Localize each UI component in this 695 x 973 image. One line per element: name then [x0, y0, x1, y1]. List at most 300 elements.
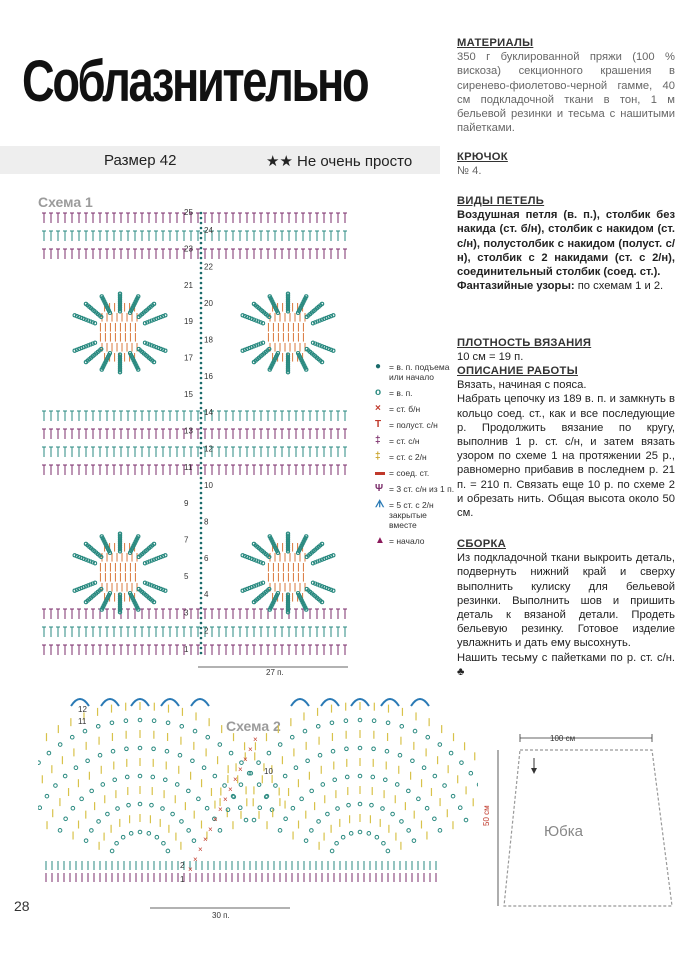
chain-dot [345, 775, 349, 779]
repeat-column-dot [200, 232, 203, 235]
legend-text: = ст. с/н [389, 436, 420, 446]
cluster-mark [381, 699, 399, 706]
chain-dot [278, 743, 282, 747]
row-number: 5 [184, 572, 189, 581]
chain-dot [306, 759, 310, 763]
repeat-column-dot [200, 307, 203, 310]
repeat-column-dot [200, 372, 203, 375]
repeat-column-dot [200, 557, 203, 560]
chain-dot [213, 774, 217, 778]
legend-text: = соед. ст. [389, 468, 430, 478]
repeat-column-dot [200, 342, 203, 345]
chain-dot [433, 817, 437, 821]
repeat-column-dot [200, 432, 203, 435]
repeat-column-dot [200, 582, 203, 585]
chain-dot [407, 789, 411, 793]
materials-heading: МАТЕРИАЛЫ [457, 37, 534, 49]
repeat-column-dot [200, 262, 203, 265]
cluster-mark [191, 699, 209, 706]
row-number: 1 [184, 644, 189, 654]
cluster-mark [101, 699, 119, 706]
sc-mark: × [218, 805, 223, 814]
chain-dot [398, 753, 402, 757]
repeat-column-dot [200, 477, 203, 480]
repeat-column-dot [200, 412, 203, 415]
chain-dot [330, 849, 334, 853]
row-number: 6 [204, 553, 209, 563]
chain-dot [45, 794, 49, 798]
repeat-column-dot [200, 437, 203, 440]
repeat-column-dot [200, 212, 203, 215]
assembly-last: Нашить тесьму с пайетками по р. ст. с/н. ♣ [457, 651, 675, 678]
legend-text: = ст. с 2/н [389, 452, 427, 462]
skirt-width-label: 100 см [550, 734, 576, 743]
chain-dot [477, 783, 478, 787]
repeat-column-dot [200, 637, 203, 640]
chain-dot [218, 743, 222, 747]
size-label: Размер 42 [104, 152, 177, 169]
chain-dot [294, 766, 298, 770]
sc-mark: × [213, 815, 218, 824]
chain-dot [64, 817, 68, 821]
legend-item [375, 484, 455, 494]
repeat-column-dot [200, 297, 203, 300]
row-number: 3 [184, 608, 189, 618]
chain-dot [386, 721, 390, 725]
chain-dot [166, 721, 170, 725]
chain-dot [290, 735, 294, 739]
row-number: 7 [184, 535, 189, 545]
scheme1-diagram [38, 205, 373, 675]
chain-dot [38, 806, 42, 810]
chain-dot [400, 724, 404, 728]
chain-dot [152, 719, 156, 723]
chain-dot [257, 783, 261, 787]
repeat-column-dot [200, 627, 203, 630]
chain-dot [407, 829, 411, 833]
hook-heading: КРЮЧОК [457, 151, 508, 163]
chain-dot [252, 818, 256, 822]
chain-dot [152, 747, 156, 751]
chain-dot [80, 797, 84, 801]
row-number: 10 [264, 767, 273, 776]
chain-dot [358, 774, 362, 778]
chain-dot [106, 812, 110, 816]
chain-dot [138, 774, 142, 778]
row-number: 10 [204, 481, 213, 490]
chain-dot [395, 783, 399, 787]
sc-mark: × [193, 855, 198, 864]
row-number: 4 [204, 590, 209, 600]
repeat-column-dot [200, 612, 203, 615]
sc-mark: × [238, 765, 243, 774]
difficulty-label: ★★ Не очень просто [266, 153, 413, 170]
row-number: 11 [184, 462, 193, 472]
chain-dot [438, 743, 442, 747]
chain-dot [63, 774, 67, 778]
repeat-column-dot [200, 647, 203, 650]
row-number: 13 [184, 426, 193, 436]
repeat-column-dot [200, 502, 203, 505]
assembly-section [457, 537, 675, 679]
chain-dot [125, 747, 129, 751]
legend-text: = 3 ст. с/н из 1 п. [389, 484, 455, 494]
page-title: Соблазнительно [22, 49, 368, 114]
row-number: 2 [180, 861, 185, 870]
sc-mark: × [208, 825, 213, 834]
chain-dot [321, 783, 325, 787]
legend-item [375, 388, 455, 398]
repeat-count: 30 п. [212, 911, 230, 920]
repeat-column-dot [200, 257, 203, 260]
row-number: 12 [204, 444, 213, 454]
direction-arrow-head [531, 768, 537, 774]
hook-section [457, 150, 675, 178]
repeat-column-dot [200, 507, 203, 510]
chain-dot [202, 766, 206, 770]
chain-dot [138, 802, 142, 806]
row-number: 18 [204, 335, 213, 345]
chain-dot [258, 806, 262, 810]
row-number: 24 [204, 226, 213, 236]
tr-icon: ‡ [375, 451, 381, 462]
repeat-column-dot [200, 532, 203, 535]
chain-dot [74, 766, 78, 770]
scheme2-diagram [38, 682, 478, 922]
repeat-column-dot [200, 427, 203, 430]
cluster-mark [411, 699, 429, 706]
repeat-column-dot [200, 547, 203, 550]
gauge-section [457, 336, 675, 364]
row-number: 8 [204, 517, 209, 527]
assembly-heading: СБОРКА [457, 538, 506, 550]
row-number: 20 [204, 299, 213, 308]
stitches-text: Воздушная петля (в. п.), столбик без накида (ст. б/н), столбик с накидом (ст. с/н), полустолбик с накидом (полуст. с/н), столбик с 2 накидами (ст. с 2/н), соединительный столбик (соед. ст.). [457, 209, 675, 279]
repeat-column-dot [200, 357, 203, 360]
chain-dot [192, 839, 196, 843]
chain-dot [257, 761, 261, 765]
chain-dot [358, 718, 362, 722]
description-p1: Вязать, начиная с пояса. [457, 379, 587, 392]
chain-dot [367, 832, 371, 836]
chain-dot [385, 749, 389, 753]
repeat-column-dot [200, 277, 203, 280]
chain-dot [125, 775, 129, 779]
chain-dot [370, 803, 374, 807]
chain-dot [171, 812, 175, 816]
chain-dot [417, 797, 421, 801]
gauge-heading: ПЛОТНОСТЬ ВЯЗАНИЯ [457, 337, 592, 349]
legend-text: = ст. б/н [389, 404, 421, 414]
chain-dot [151, 775, 155, 779]
sc-mark: × [233, 775, 238, 784]
chain-dot [336, 807, 340, 811]
chain-dot [335, 841, 339, 845]
repeat-column-dot [200, 487, 203, 490]
repeat-column-dot [200, 597, 203, 600]
chain-dot [116, 807, 120, 811]
chain-dot [162, 841, 166, 845]
legend-item [375, 536, 455, 546]
chain-dot [438, 829, 442, 833]
repeat-column-dot [200, 377, 203, 380]
skirt-schematic [490, 728, 690, 918]
cluster-mark [161, 699, 179, 706]
repeat-column-dot [200, 227, 203, 230]
chain-dot [345, 747, 349, 751]
chain-dot [175, 783, 179, 787]
chain-dot [381, 807, 385, 811]
chain-dot [464, 818, 468, 822]
chain-dot [371, 775, 375, 779]
chain-dot [124, 719, 128, 723]
sc-mark: × [203, 835, 208, 844]
chain-dot [318, 753, 322, 757]
repeat-column-dot [200, 652, 203, 655]
skirt-outline [504, 750, 672, 906]
chain-dot [115, 841, 119, 845]
repeat-column-dot [200, 222, 203, 225]
materials-text: 350 г буклированной пряжи (100 % вискоза) секционного крашения в сиренево-фиолетово-черной гамме, 40 см подкладочной ткани в тон, 1 м бельевой резинки и тесьма с нашитыми пайетками. [457, 51, 675, 135]
stitch-legend [375, 362, 455, 552]
repeat-column-dot [200, 402, 203, 405]
row-number: 16 [204, 371, 213, 381]
chain-dot [191, 759, 195, 763]
chain-dot [310, 829, 314, 833]
chain-dot [83, 729, 87, 733]
row-number: 17 [184, 353, 193, 363]
chain-dot [101, 783, 105, 787]
row-number: 25 [184, 208, 193, 217]
legend-text: = начало [389, 536, 425, 546]
legend-item [375, 468, 455, 478]
chain-dot [375, 835, 379, 839]
repeat-column-dot [200, 422, 203, 425]
repeat-column-dot [200, 602, 203, 605]
sc-mark: × [188, 865, 193, 874]
repeat-column-dot [200, 387, 203, 390]
sc-mark: × [223, 795, 228, 804]
chain-dot [460, 761, 464, 765]
row-number: 1 [180, 875, 185, 884]
repeat-column-dot [200, 282, 203, 285]
dc-icon: ‡ [375, 435, 381, 446]
chain-dot [400, 820, 404, 824]
chain-dot [239, 783, 243, 787]
chain-dot [304, 839, 308, 843]
legend-text: = 5 ст. с 2/н закрытые вместе [389, 500, 434, 530]
description-section [457, 364, 675, 520]
chain-dot [358, 802, 362, 806]
chain-dot [413, 729, 417, 733]
chain-dot [244, 818, 248, 822]
row-number: 15 [184, 390, 193, 399]
repeat-column-dot [200, 382, 203, 385]
row-number: 14 [204, 408, 213, 418]
chain-dot [47, 751, 51, 755]
chain-dot [90, 789, 94, 793]
sc-mark: × [243, 755, 248, 764]
legend-item [375, 420, 455, 430]
chain-dot [333, 778, 337, 782]
chain-dot [147, 832, 151, 836]
repeat-column-dot [200, 447, 203, 450]
chain-dot [178, 753, 182, 757]
repeat-column-dot [200, 247, 203, 250]
chain-dot [341, 835, 345, 839]
chain-dot [291, 806, 295, 810]
repeat-column-dot [200, 527, 203, 530]
chain-dot [382, 841, 386, 845]
chain-dot [110, 849, 114, 853]
chain-dot [121, 835, 125, 839]
scheme1-label: Схема 1 [38, 194, 93, 210]
chain-dot [97, 820, 101, 824]
repeat-column-dot [200, 392, 203, 395]
chain-dot [86, 759, 90, 763]
repeat-column-dot [200, 217, 203, 220]
legend-text: = в. п. [389, 388, 413, 398]
chain-dot [303, 729, 307, 733]
repeat-column-dot [200, 577, 203, 580]
chain-dot [411, 759, 415, 763]
hook-text: № 4. [457, 165, 482, 178]
repeat-column-dot [200, 512, 203, 515]
repeat-column-dot [200, 522, 203, 525]
three-dc-icon: Ψ [375, 483, 384, 494]
chain-dot [326, 812, 330, 816]
chain-dot [138, 830, 142, 834]
chain-dot [187, 789, 191, 793]
chain-dot [180, 820, 184, 824]
chain-dot [205, 806, 209, 810]
row-number: 11 [78, 717, 87, 726]
chain-dot [284, 817, 288, 821]
chain-dot [129, 832, 133, 836]
chain-dot [358, 830, 362, 834]
chain-dot [469, 771, 473, 775]
repeat-column-dot [200, 237, 203, 240]
repeat-column-dot [200, 332, 203, 335]
chain-dot [274, 784, 278, 788]
chain-dot [187, 829, 191, 833]
chain-dot [138, 718, 142, 722]
repeat-column-dot [200, 327, 203, 330]
chain-dot [223, 784, 227, 788]
chain-dot [300, 797, 304, 801]
chain-dot [238, 806, 242, 810]
chain-dot [425, 806, 429, 810]
chain-dot [443, 784, 447, 788]
chain-dot [267, 751, 271, 755]
row-number: 19 [184, 317, 193, 327]
repeat-column-dot [200, 472, 203, 475]
repeat-column-dot [200, 567, 203, 570]
row-number: 2 [204, 626, 209, 636]
repeat-column-dot [200, 442, 203, 445]
skirt-label: Юбка [544, 823, 583, 840]
repeat-column-dot [200, 572, 203, 575]
chain-dot [127, 803, 131, 807]
repeat-column-dot [200, 617, 203, 620]
hdc-icon: T [375, 419, 382, 430]
chain-dot [38, 761, 40, 765]
repeat-column-dot [200, 417, 203, 420]
chain-dot [317, 820, 321, 824]
repeat-column-dot [200, 607, 203, 610]
chain-dot [206, 735, 210, 739]
chain-dot [70, 735, 74, 739]
sc-mark: × [248, 745, 253, 754]
row-number: 22 [204, 262, 213, 272]
chain-dot [155, 835, 159, 839]
chain-dot [180, 724, 184, 728]
chain-dot [283, 774, 287, 778]
chain-dot [71, 806, 75, 810]
legend-item [375, 500, 455, 530]
chain-dot [386, 849, 390, 853]
scheme2-label: Схема 2 [226, 718, 281, 734]
repeat-column-dot [200, 457, 203, 460]
chain-dot [372, 719, 376, 723]
row-number: 9 [184, 499, 189, 509]
repeat-column-dot [200, 642, 203, 645]
repeat-column-dot [200, 517, 203, 520]
repeat-column-dot [200, 482, 203, 485]
sc-mark: × [198, 845, 203, 854]
start-icon: ▲ [375, 535, 385, 546]
repeat-column-dot [200, 622, 203, 625]
repeat-column-dot [200, 467, 203, 470]
materials-section [457, 36, 675, 135]
chain-dot [347, 803, 351, 807]
repeat-column-dot [200, 352, 203, 355]
chain-dot [96, 724, 100, 728]
repeat-count: 27 п. [266, 668, 284, 675]
chain-dot [316, 724, 320, 728]
repeat-column-dot [200, 242, 203, 245]
chain-dot [310, 789, 314, 793]
legend-item [375, 404, 455, 414]
repeat-column-dot [200, 302, 203, 305]
legend-item [375, 452, 455, 462]
repeat-column-dot [200, 322, 203, 325]
chain-dot [197, 797, 201, 801]
repeat-column-dot [200, 397, 203, 400]
repeat-column-dot [200, 272, 203, 275]
page-number: 28 [14, 898, 30, 914]
chain-dot [84, 839, 88, 843]
chain-dot [331, 749, 335, 753]
chain-dot [391, 812, 395, 816]
stitches-heading: ВИДЫ ПЕТЕЛЬ [457, 195, 545, 207]
chain-dot [218, 829, 222, 833]
repeat-column-dot [200, 407, 203, 410]
repeat-column-dot [200, 592, 203, 595]
chain-dot [138, 746, 142, 750]
slst-icon: ▬ [375, 467, 385, 478]
chain-dot [90, 829, 94, 833]
repeat-column-dot [200, 542, 203, 545]
row-number: 12 [78, 705, 87, 714]
chain-dot [383, 778, 387, 782]
repeat-column-dot [200, 312, 203, 315]
repeat-column-dot [200, 562, 203, 565]
legend-text: = полуст. с/н [389, 420, 438, 430]
repeat-column-dot [200, 492, 203, 495]
chain-dot [433, 774, 437, 778]
chain-dot [422, 766, 426, 770]
